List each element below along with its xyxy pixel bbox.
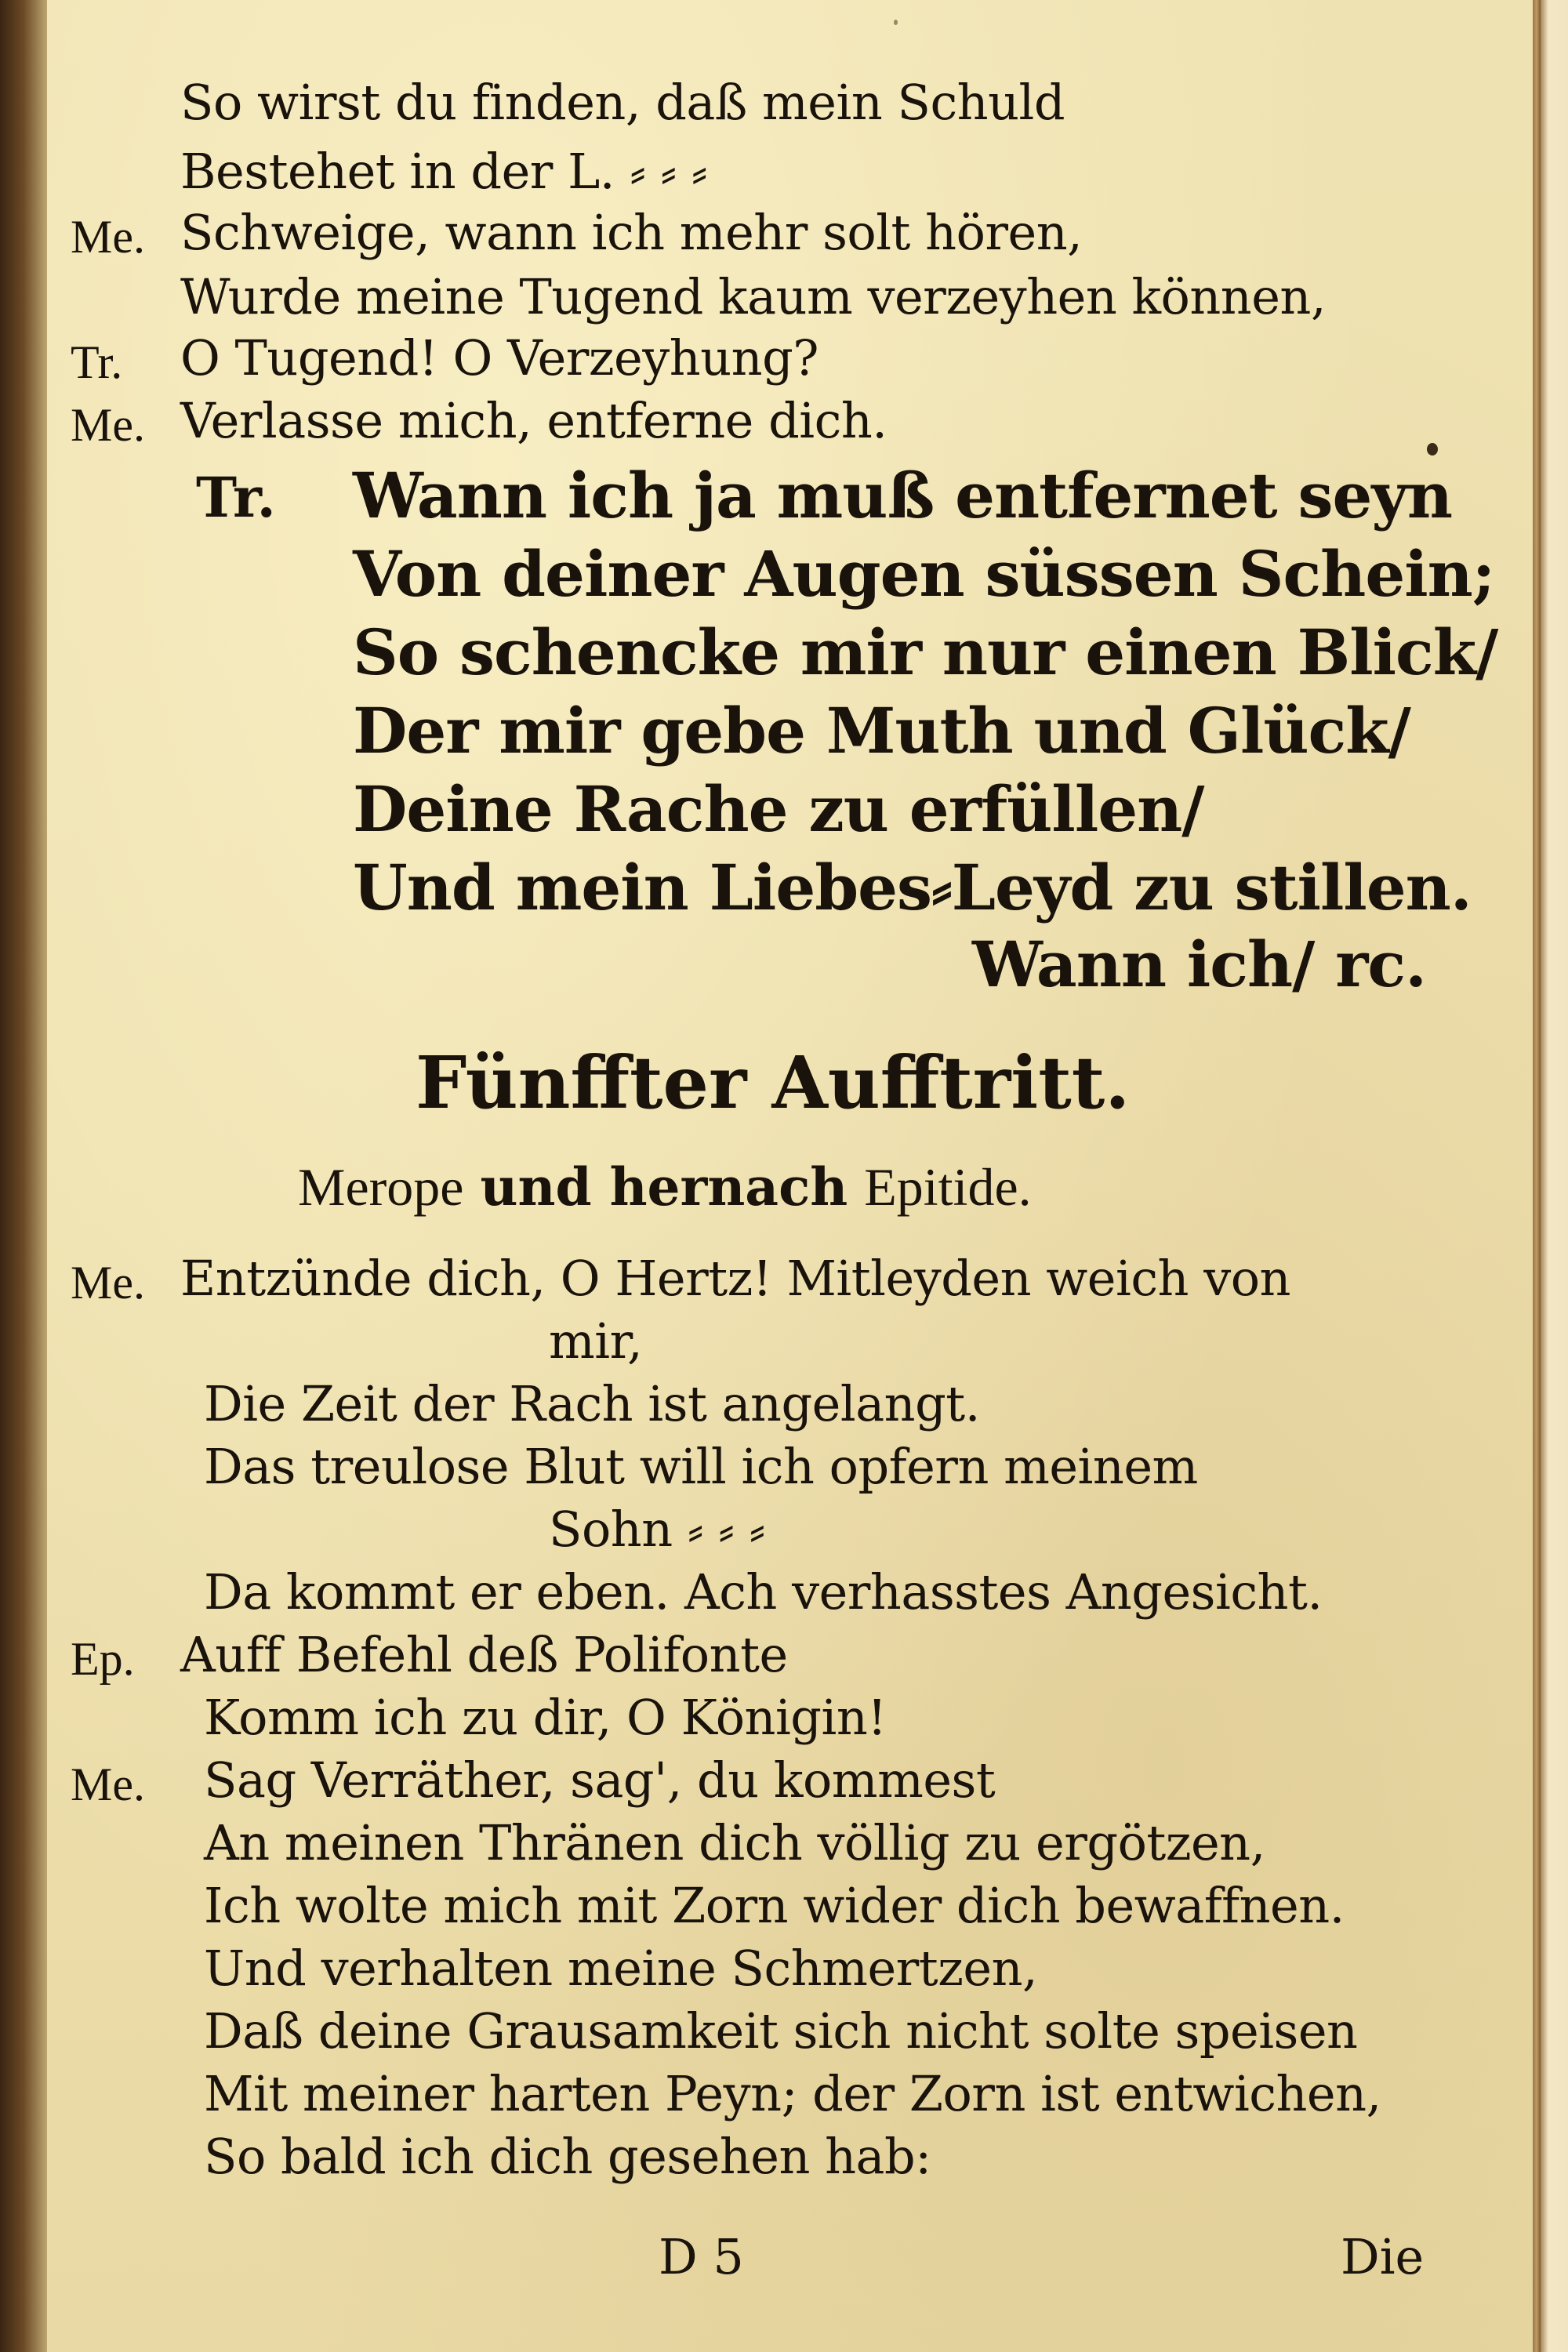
verse-line: An meinen Thränen dich völlig zu ergötzen,	[204, 1814, 1265, 1871]
book-page	[47, 0, 1537, 2352]
verse-line: Komm ich zu dir, O Königin!	[204, 1689, 887, 1746]
scene-characters	[298, 1156, 1032, 1218]
aria-line: Der mir gebe Muth und Glück/	[353, 694, 1410, 768]
aria-line: Deine Rache zu erfüllen/	[353, 772, 1204, 846]
verse-line: Schweige, wann ich mehr solt hören,	[180, 204, 1083, 261]
verse-line: So wirst du finden, daß mein Schuld	[180, 74, 1065, 131]
character-name: Merope	[298, 1157, 464, 1217]
aria-line: Von deiner Augen süssen Schein;	[353, 537, 1495, 611]
verse-line: Sag Verräther, sag', du kommest	[204, 1751, 996, 1809]
verse-line: Verlasse mich, entferne dich.	[180, 392, 887, 449]
aria-speaker-label: Tr.	[196, 465, 276, 530]
speaker-label: Me.	[71, 399, 145, 451]
verse-line: Wurde meine Tugend kaum verzeyhen können,	[180, 268, 1327, 325]
speaker-label: Me.	[71, 1257, 145, 1308]
verse-line: Bestehet in der L. ⸗ ⸗ ⸗	[180, 143, 708, 200]
speaker-label: Me.	[71, 211, 145, 263]
character-name: Epitide.	[864, 1157, 1032, 1217]
verse-line: Und verhalten meine Schmertzen,	[204, 1940, 1038, 1997]
aria-line: Wann ich ja muß entfernet seyn	[353, 459, 1453, 532]
aria-line: So schencke mir nur einen Blick/	[353, 615, 1498, 689]
verse-line: Ich wolte mich mit Zorn wider dich bewaffnen.	[204, 1877, 1345, 1934]
speaker-label: Ep.	[71, 1633, 135, 1685]
verse-line: Daß deine Grausamkeit sich nicht solte speisen	[204, 2002, 1358, 2060]
verse-line: Die Zeit der Rach ist angelangt.	[204, 1375, 980, 1432]
verse-line: O Tugend! O Verzeyhung?	[180, 329, 818, 387]
verse-line: So bald ich dich gesehen hab:	[204, 2128, 931, 2185]
speaker-label: Me.	[71, 1759, 145, 1810]
verse-line: Da kommt er eben. Ach verhasstes Angesicht.	[204, 1563, 1323, 1621]
aria-repeat-cue: Wann ich/ rc.	[972, 927, 1426, 1001]
speaker-label: Tr.	[71, 336, 123, 388]
verse-line: mir,	[549, 1312, 643, 1370]
verse-line: Sohn ⸗ ⸗ ⸗	[549, 1501, 765, 1558]
page-edge	[1533, 0, 1541, 2352]
aria-line: Und mein Liebes⸗Leyd zu stillen.	[353, 851, 1472, 924]
verse-line: Das treulose Blut will ich opfern meinem	[204, 1438, 1198, 1495]
signature-mark: D 5	[659, 2228, 744, 2285]
stage-conjunction: und hernach	[480, 1156, 848, 1218]
page-text	[47, 0, 1537, 2352]
verse-line: Auff Befehl deß Polifonte	[180, 1626, 788, 1683]
catchword: Die	[1341, 2228, 1425, 2285]
scene-heading: Fünffter Aufftritt.	[416, 1040, 1131, 1125]
verse-line: Mit meiner harten Peyn; der Zorn ist entwichen,	[204, 2065, 1381, 2122]
verse-line: Entzünde dich, O Hertz! Mitleyden weich von	[180, 1250, 1290, 1307]
